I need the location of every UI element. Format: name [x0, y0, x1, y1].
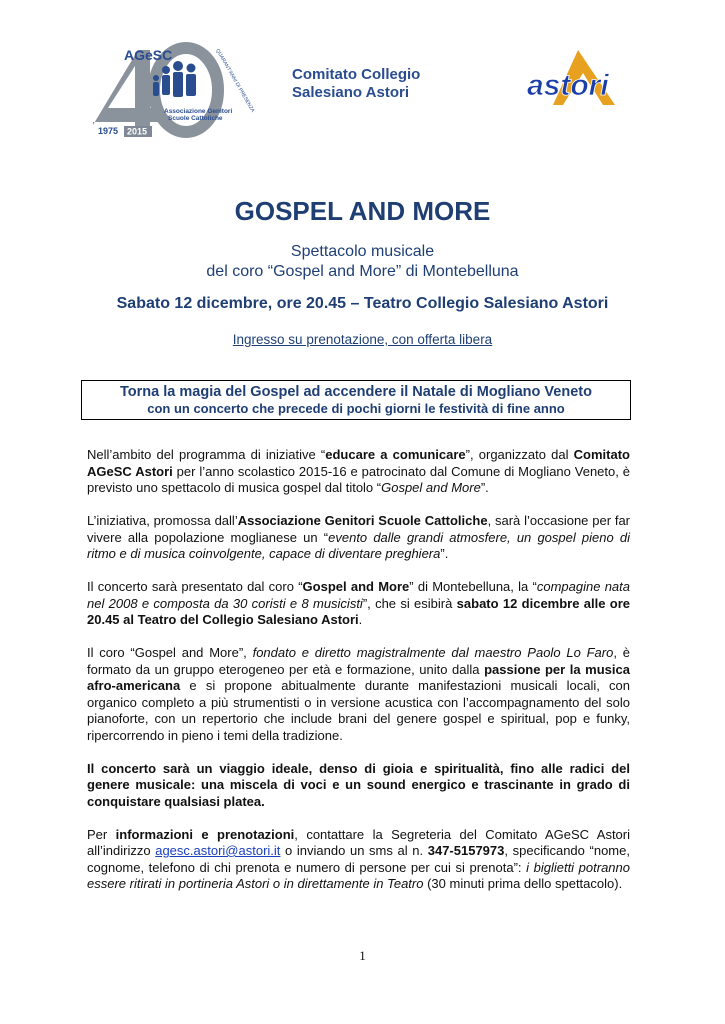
text-run: .	[358, 612, 363, 627]
agesc-year-start: 1975	[98, 126, 119, 136]
text-run: Per	[87, 826, 116, 842]
phone-number: 347-5157973	[427, 843, 505, 858]
paragraph-5	[87, 761, 630, 811]
text-run: o inviando un sms al n.	[280, 843, 428, 858]
text-run: , sarà l’occasione per far vivere alla popolazione moglianese un “	[87, 513, 631, 545]
text-run: ”.	[480, 480, 489, 495]
body-text	[87, 447, 630, 909]
text-run: ”, che si esibirà	[362, 595, 457, 611]
ingresso-note: Ingresso su prenotazione, con offerta libera	[232, 332, 493, 347]
text-run: e si propone abitualmente durante manifestazioni musicali locali, con organico completo a più strumentisti o in versione acustica con l’accompagnamento del solo pianoforte, con un repertorio che include brani del genere gospel e spiritual, pop e funky, ripercorrendo in pieno i temi della tradizione.	[87, 678, 630, 743]
astori-wordmark: astori	[527, 69, 609, 102]
paragraph-1	[87, 447, 630, 497]
text-run-bold: Associazione Genitori Scuole Cattoliche	[237, 513, 488, 528]
paragraph-2	[87, 513, 630, 563]
subtitle-line2: del coro “Gospel and More” di Montebelluna	[206, 263, 519, 280]
text-run-bold: Comitato AGeSC Astori	[87, 447, 630, 479]
text-run: (30 minuti prima dello spettacolo).	[423, 876, 623, 891]
text-run-italic: evento dalle grandi atmosfere, un gospel pieno di ritmo e di musica coinvolgente, capace di diventare preghiera	[87, 529, 630, 561]
agesc-year-end: 2015	[127, 126, 148, 137]
text-run: Nell’ambito del programma di iniziative “	[87, 447, 326, 462]
text-run: L’iniziativa, promossa dall’	[87, 513, 238, 528]
text-run-italic: compagine nata nel 2008 e composta da 30 coristi e 8 musicisti	[87, 579, 630, 611]
text-run-italic: fondato e diretto magistralmente dal maestro Paolo Lo Faro	[252, 645, 614, 660]
agesc-association-line2: Scuole Cattoliche	[168, 115, 223, 122]
event-date-line: Sabato 12 dicembre, ore 20.45 – Teatro Collegio Salesiano Astori	[116, 295, 609, 312]
text-run: , specificando “nome, cognome, telefono di chi prenota e numero di persone per cui si prenota”:	[87, 843, 630, 875]
highlight-box-line2: con un concerto che precede di pochi giorni le festività di fine anno	[147, 401, 565, 416]
text-run: , è formato da un gruppo eterogeneo per età e formazione, unito dalla	[87, 645, 630, 677]
page-title: GOSPEL AND MORE	[234, 196, 491, 226]
agesc-arc-text: QUARANT'ANNI DI PRESENZA	[214, 48, 256, 114]
agesc-brand: AGeSC	[124, 47, 173, 63]
text-run-bold: educare a comunicare	[325, 447, 466, 462]
paragraph-4	[87, 645, 630, 744]
text-run: ”.	[440, 546, 449, 561]
text-run-italic: Gospel and More	[381, 480, 481, 495]
text-run-bold: Gospel and More	[302, 579, 410, 594]
comitato-line2: Salesiano Astori	[292, 84, 409, 101]
text-run: ”, organizzato dal	[465, 447, 574, 462]
text-run: , contattare la Segreteria del Comitato AGeSC Astori all’indirizzo	[87, 826, 631, 858]
agesc-association-line1: Associazione Genitori	[164, 108, 233, 115]
text-run: per l’anno scolastico 2015-16 e patrocinato dal Comune di Mogliano Veneto, è previsto uno spettacolo di musica gospel dal titolo “	[87, 463, 630, 495]
text-run-bold: Il concerto sarà un viaggio ideale, denso di gioia e spiritualità, fino alle radici del genere musicale: una miscela di voci e un sound energico e trascinante in grado di conquistare qualsiasi platea.	[87, 760, 630, 809]
highlight-box	[81, 380, 631, 420]
page-number: 1	[359, 948, 366, 963]
paragraph-6	[87, 827, 630, 893]
agesc-logo	[88, 30, 256, 140]
astori-logo	[523, 45, 628, 115]
text-run: Il concerto sarà presentato dal coro “	[87, 579, 303, 594]
email-link[interactable]: agesc.astori@astori.it	[155, 843, 281, 858]
text-run: Il coro “Gospel and More”,	[87, 645, 253, 660]
text-run-bold: informazioni e prenotazioni	[115, 826, 295, 842]
comitato-name	[292, 66, 420, 102]
subtitle-line1: Spettacolo musicale	[290, 243, 435, 260]
text-run-bold: passione per la musica afro-americana	[87, 661, 630, 693]
paragraph-3	[87, 579, 630, 629]
text-run: ” di Montebelluna, la “	[409, 579, 537, 594]
text-run-bold: sabato 12 dicembre alle ore 20.45 al Teatro del Collegio Salesiano Astori	[87, 595, 630, 627]
text-run-italic: i biglietti potranno essere ritirati in portineria Astori o in direttamente in Teatro	[87, 859, 630, 891]
highlight-box-line1: Torna la magia del Gospel ad accendere il Natale di Mogliano Veneto	[120, 384, 592, 400]
comitato-line1: Comitato Collegio	[292, 66, 421, 83]
